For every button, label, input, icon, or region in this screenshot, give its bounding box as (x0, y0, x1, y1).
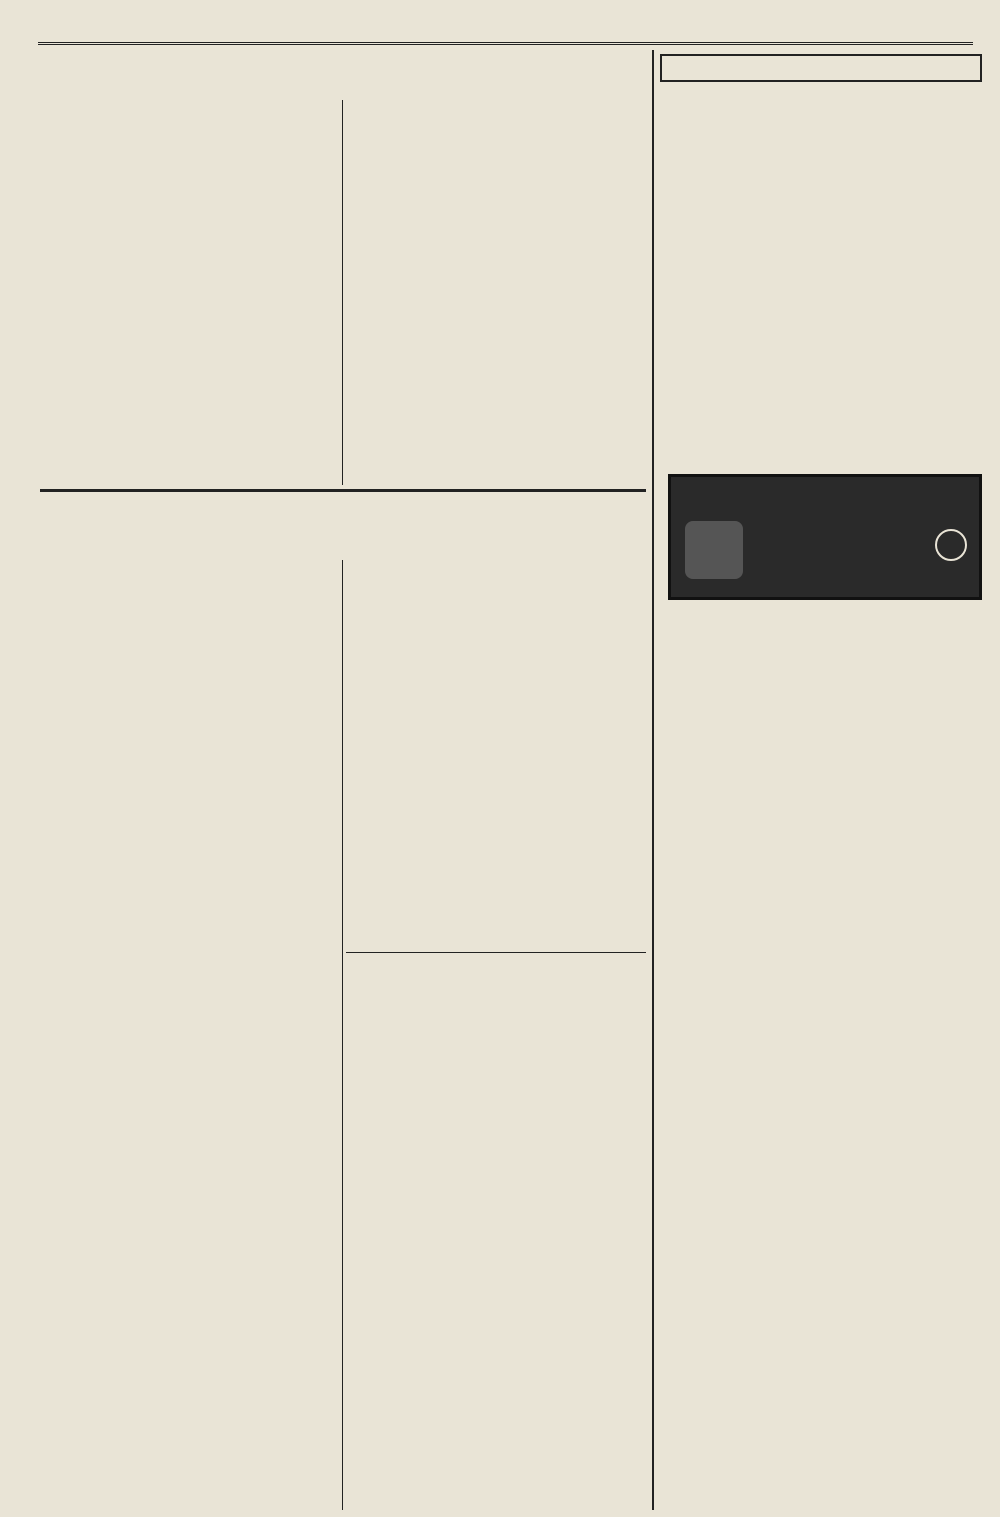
article1-col2 (346, 100, 642, 101)
doctor-ad (342, 872, 652, 886)
section-divider (40, 489, 646, 492)
article2-col2-continued (346, 958, 646, 959)
right-column-top (660, 90, 980, 96)
right-column-bottom (660, 600, 980, 606)
page-header (38, 20, 973, 45)
ad-divider (346, 952, 646, 953)
article2-col2 (346, 560, 646, 566)
article2-col1 (42, 560, 338, 561)
ad-logo (935, 529, 967, 561)
column-divider (342, 100, 343, 485)
person-illustration-icon (685, 521, 743, 579)
right-column-divider (652, 50, 654, 1510)
doctor-footer (342, 872, 652, 886)
column-divider (342, 560, 343, 1510)
kowalskina-ad (668, 474, 982, 600)
latest-news-heading (660, 54, 982, 82)
article1-col1 (42, 100, 338, 101)
